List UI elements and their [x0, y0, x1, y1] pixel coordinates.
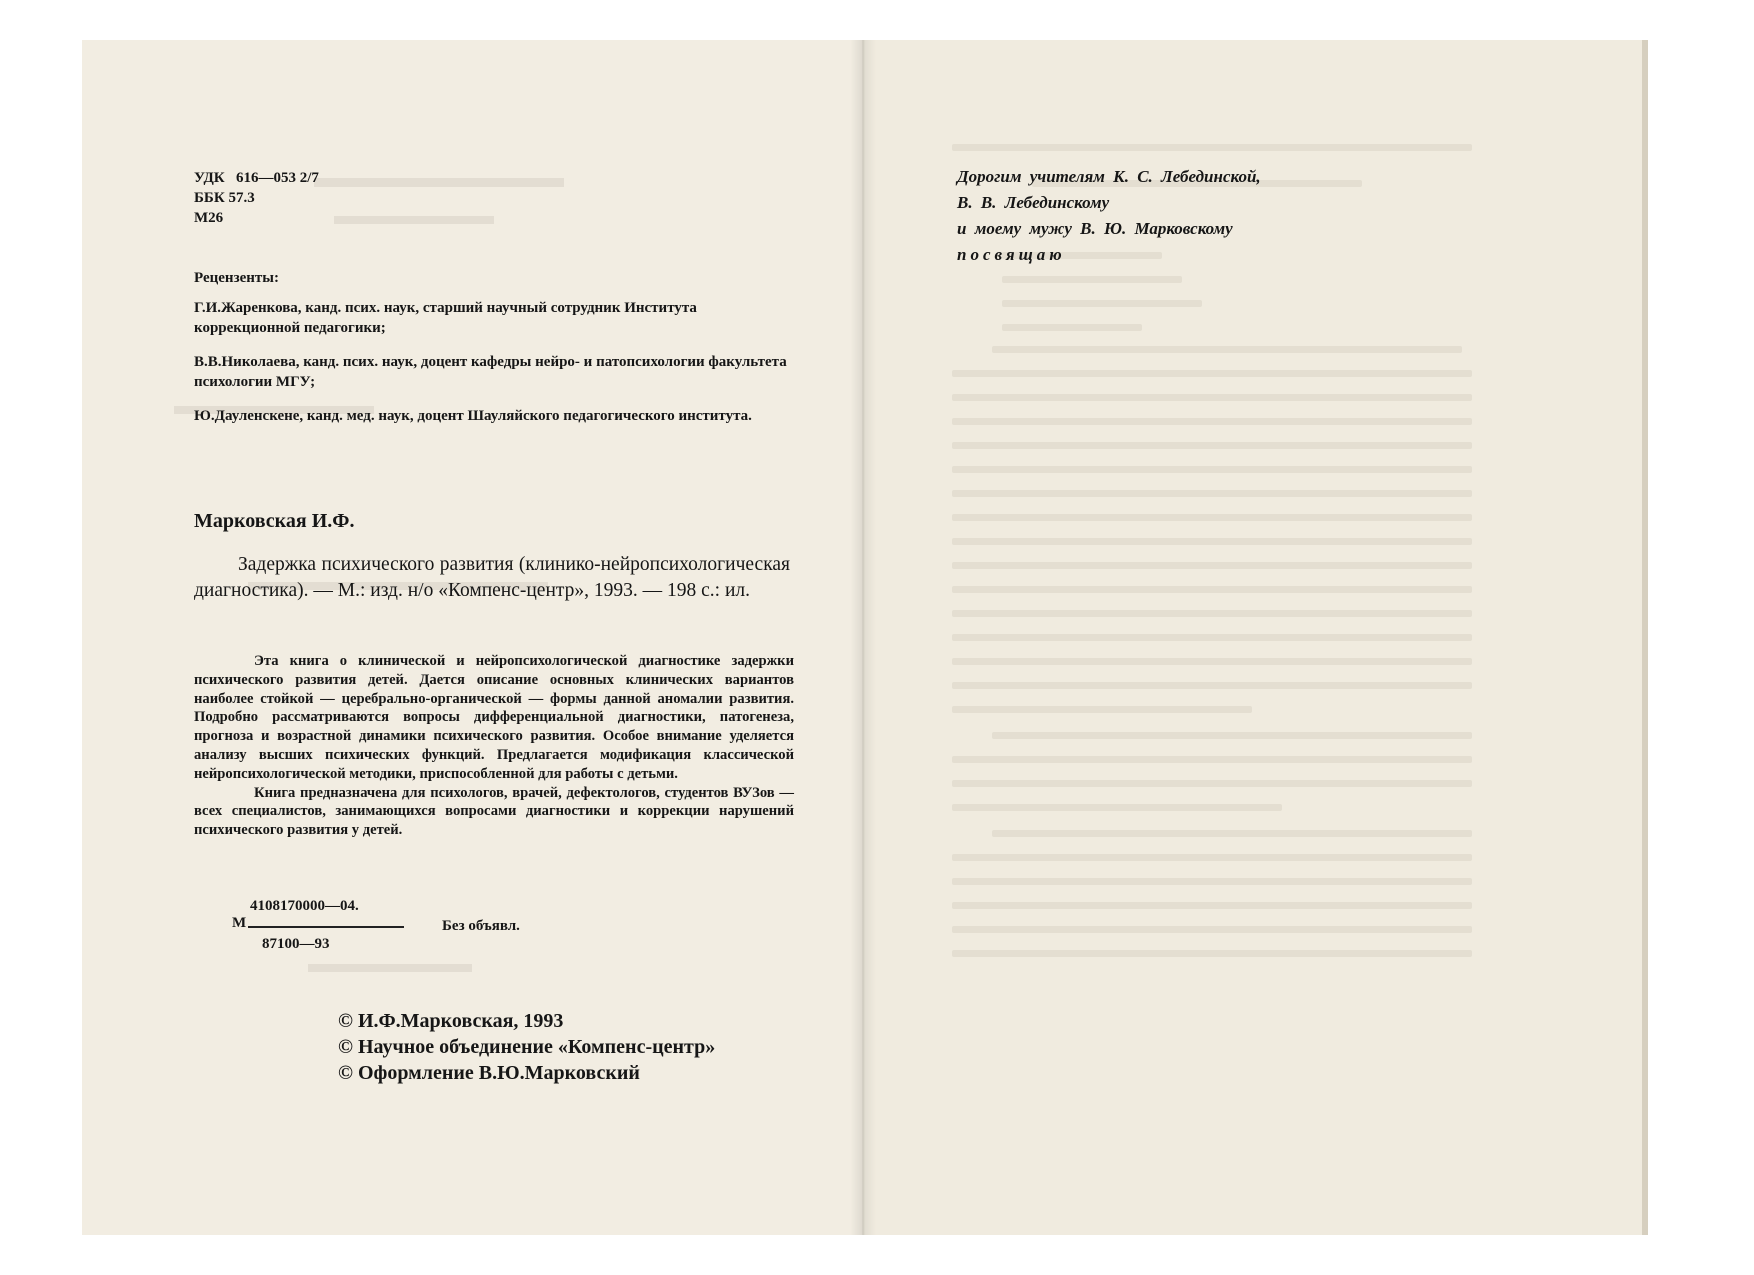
- show-through-line: [952, 634, 1472, 641]
- dedication-line: и моему мужу В. Ю. Марковскому: [957, 219, 1233, 238]
- show-through-mark: [314, 178, 564, 187]
- show-through-line: [952, 490, 1472, 497]
- page-edge-right: [1642, 40, 1648, 1235]
- show-through-line: [952, 878, 1472, 885]
- show-through-line: [952, 854, 1472, 861]
- show-through-line: [952, 538, 1472, 545]
- show-through-line: [992, 346, 1462, 353]
- show-through-line: [952, 144, 1472, 151]
- show-through-line: [952, 418, 1472, 425]
- show-through-line: [952, 562, 1472, 569]
- show-through-line: [1002, 324, 1142, 331]
- dedication-line: Дорогим учителям К. С. Лебединской,: [957, 167, 1261, 186]
- show-through-line: [952, 610, 1472, 617]
- show-through-line: [952, 780, 1472, 787]
- reviewer-entry: В.В.Николаева, канд. псих. наук, доцент кафедры нейро- и патопсихологии факультета психологии МГУ;: [194, 354, 787, 390]
- reviewers-block: [194, 268, 794, 440]
- show-through-line: [952, 442, 1472, 449]
- show-through-line: [952, 804, 1282, 811]
- copyright-block: [338, 1008, 715, 1086]
- show-through-line: [992, 830, 1472, 837]
- publication-code: [232, 898, 632, 962]
- show-through-line: [952, 370, 1472, 377]
- show-through-line: [1002, 276, 1182, 283]
- code-letter: М: [232, 915, 247, 931]
- show-through-line: [952, 586, 1472, 593]
- show-through-mark: [308, 964, 472, 972]
- show-through-mark: [334, 216, 494, 224]
- show-through-line: [952, 682, 1472, 689]
- show-through-line: [952, 706, 1252, 713]
- reviewer-entry: Г.И.Жаренкова, канд. псих. наук, старший научный сотрудник Института коррекционной педагогики;: [194, 300, 697, 336]
- show-through-line: [952, 466, 1472, 473]
- classification-codes: [194, 168, 319, 228]
- show-through-line: [952, 950, 1472, 957]
- show-through-line: [992, 732, 1472, 739]
- annotation-paragraph: Книга предназначена для психологов, врачей, дефектологов, студентов ВУЗов — всех специалистов, занимающихся вопросами диагностики и коррекции нарушений психического развития у детей.: [194, 784, 794, 839]
- copyright-line: © И.Ф.Марковская, 1993: [338, 1010, 564, 1032]
- udk-code: УДК 616—053 2/7: [194, 170, 319, 186]
- show-through-line: [952, 658, 1472, 665]
- code-note: Без объявл.: [442, 918, 520, 934]
- show-through-line: [952, 394, 1472, 401]
- show-through-line: [952, 902, 1472, 909]
- code-series: 87100—93: [262, 936, 330, 952]
- reviewer-entry: Ю.Дауленскене, канд. мед. наук, доцент Шауляйского педагогического института.: [194, 408, 752, 424]
- dedication: [957, 164, 1517, 268]
- title-entry: Задержка психического развития (клинико-нейропсихологическая диагностика). — М.: изд. н/о «Компенс-центр», 1993. — 198 с.: ил.: [194, 554, 790, 601]
- author-name: Марковская И.Ф.: [194, 510, 355, 532]
- dedication-line: В. В. Лебединскому: [957, 193, 1110, 212]
- author-mark: М26: [194, 210, 224, 226]
- show-through-line: [952, 926, 1472, 933]
- code-number: 4108170000—04.: [250, 898, 359, 914]
- reviewers-title: Рецензенты:: [194, 270, 279, 286]
- bbk-code: ББК 57.3: [194, 190, 255, 206]
- book-spine: [850, 40, 876, 1235]
- open-book: [82, 40, 1648, 1235]
- show-through-line: [1002, 300, 1202, 307]
- annotation: [194, 652, 794, 840]
- show-through-line: [952, 514, 1472, 521]
- copyright-line: © Оформление В.Ю.Марковский: [338, 1062, 640, 1084]
- show-through-line: [952, 756, 1472, 763]
- copyright-line: © Научное объединение «Компенс-центр»: [338, 1036, 716, 1058]
- code-fraction-line: [248, 926, 404, 928]
- annotation-paragraph: Эта книга о клинической и нейропсихологической диагностике задержки психического развития детей. Дается описание основных клинических вариантов наиболее стойкой — церебрально-органической — формы данной аномалии развития. Подробно рассматриваются вопросы дифференциальной диагностики, патогенеза, прогноза и возрастной динамики психического развития. Особое внимание уделяется анализу высших психических функций. Предлагается модификация классической нейропсихологической методики, приспособленной для работы с детьми.: [194, 653, 794, 782]
- dedication-line: посвящаю: [957, 245, 1066, 264]
